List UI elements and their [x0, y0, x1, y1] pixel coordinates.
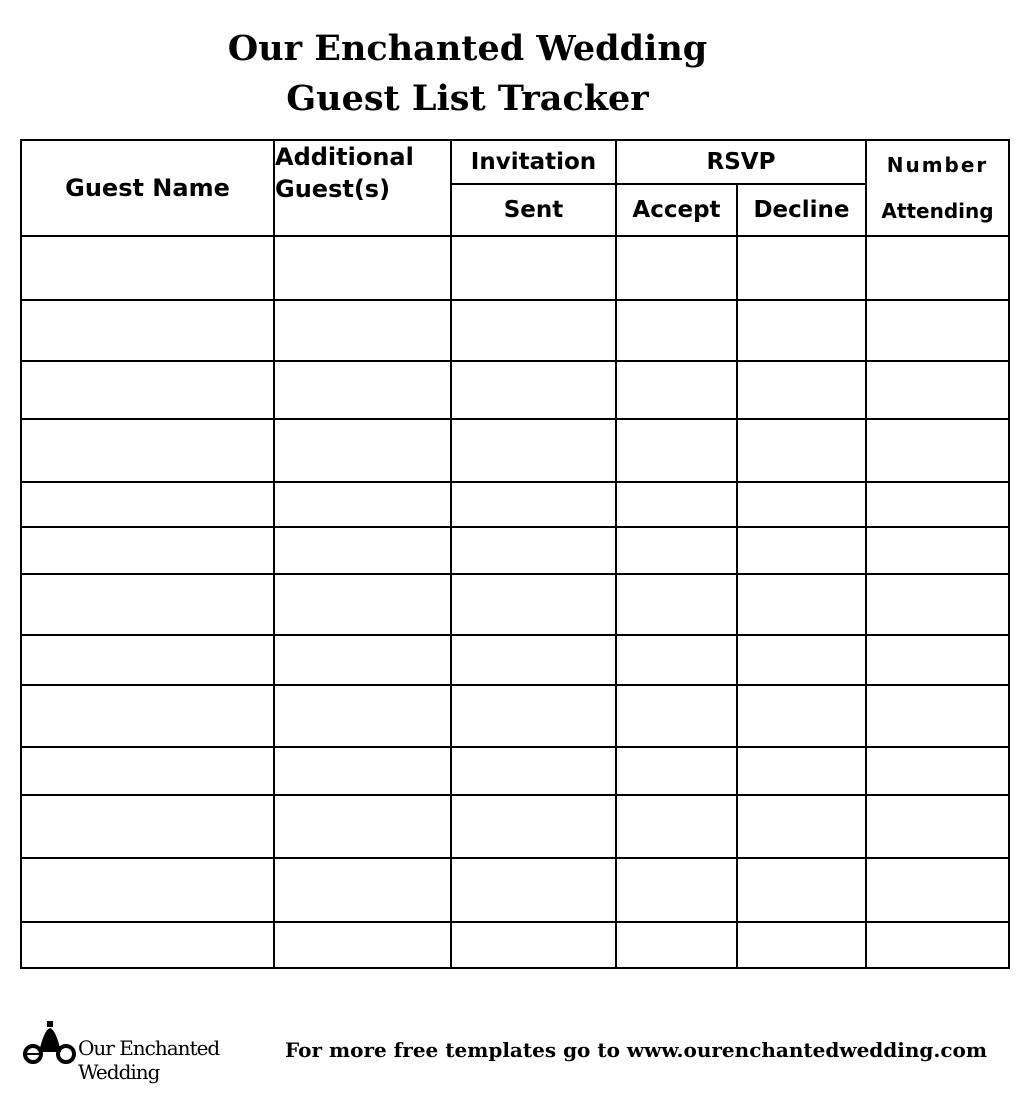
header-additional-guests	[274, 140, 451, 236]
additional-guests-cell[interactable]	[274, 482, 451, 527]
guest-list-table	[20, 139, 1010, 969]
table-row	[21, 574, 1009, 635]
rsvp-decline-cell[interactable]	[737, 236, 866, 300]
guest-name-cell[interactable]	[21, 527, 274, 574]
invitation-sent-cell[interactable]	[451, 922, 616, 968]
rsvp-accept-cell[interactable]	[616, 236, 737, 300]
table-row	[21, 747, 1009, 795]
rsvp-accept-cell[interactable]	[616, 300, 737, 361]
rsvp-decline-cell[interactable]	[737, 922, 866, 968]
rsvp-accept-cell[interactable]	[616, 858, 737, 922]
number-attending-cell[interactable]	[866, 685, 1009, 747]
guest-name-cell[interactable]	[21, 922, 274, 968]
number-attending-cell[interactable]	[866, 419, 1009, 482]
table-row	[21, 922, 1009, 968]
additional-guests-cell[interactable]	[274, 361, 451, 419]
rsvp-decline-cell[interactable]	[737, 361, 866, 419]
number-attending-cell[interactable]	[866, 300, 1009, 361]
table-row	[21, 419, 1009, 482]
rsvp-decline-cell[interactable]	[737, 858, 866, 922]
rsvp-accept-cell[interactable]	[616, 527, 737, 574]
brand-logo	[22, 1018, 262, 1084]
number-attending-cell[interactable]	[866, 795, 1009, 858]
guest-list-body	[21, 236, 1009, 968]
rsvp-accept-cell[interactable]	[616, 685, 737, 747]
invitation-sent-cell[interactable]	[451, 795, 616, 858]
number-attending-cell[interactable]	[866, 574, 1009, 635]
additional-guests-cell[interactable]	[274, 858, 451, 922]
rsvp-decline-cell[interactable]	[737, 300, 866, 361]
rsvp-decline-cell[interactable]	[737, 574, 866, 635]
table-row	[21, 300, 1009, 361]
header-attending: Attending	[881, 199, 994, 223]
rsvp-accept-cell[interactable]	[616, 635, 737, 685]
rsvp-accept-cell[interactable]	[616, 747, 737, 795]
guest-name-cell[interactable]	[21, 361, 274, 419]
invitation-sent-cell[interactable]	[451, 527, 616, 574]
rsvp-decline-cell[interactable]	[737, 685, 866, 747]
table-row	[21, 635, 1009, 685]
guest-name-cell[interactable]	[21, 685, 274, 747]
table-row	[21, 527, 1009, 574]
header-number-attending	[866, 140, 1009, 236]
rsvp-decline-cell[interactable]	[737, 419, 866, 482]
guest-name-cell[interactable]	[21, 858, 274, 922]
number-attending-cell[interactable]	[866, 635, 1009, 685]
additional-guests-cell[interactable]	[274, 236, 451, 300]
rsvp-accept-cell[interactable]	[616, 574, 737, 635]
guest-name-cell[interactable]	[21, 747, 274, 795]
invitation-sent-cell[interactable]	[451, 482, 616, 527]
logo-text: Our Enchanted Wedding	[78, 1036, 220, 1084]
guest-name-cell[interactable]	[21, 236, 274, 300]
rsvp-decline-cell[interactable]	[737, 747, 866, 795]
rsvp-accept-cell[interactable]	[616, 419, 737, 482]
rsvp-decline-cell[interactable]	[737, 527, 866, 574]
additional-guests-cell[interactable]	[274, 922, 451, 968]
rsvp-decline-cell[interactable]	[737, 482, 866, 527]
table-row	[21, 685, 1009, 747]
additional-guests-cell[interactable]	[274, 635, 451, 685]
guest-name-cell[interactable]	[21, 300, 274, 361]
invitation-sent-cell[interactable]	[451, 747, 616, 795]
invitation-sent-cell[interactable]	[451, 685, 616, 747]
invitation-sent-cell[interactable]	[451, 236, 616, 300]
header-guest-name: Guest Name	[21, 140, 274, 236]
table-row	[21, 858, 1009, 922]
header-decline: Decline	[737, 184, 866, 236]
rsvp-accept-cell[interactable]	[616, 482, 737, 527]
header-accept: Accept	[616, 184, 737, 236]
additional-guests-cell[interactable]	[274, 300, 451, 361]
number-attending-cell[interactable]	[866, 858, 1009, 922]
table-row	[21, 361, 1009, 419]
header-invitation: Invitation	[451, 140, 616, 184]
number-attending-cell[interactable]	[866, 527, 1009, 574]
table-row	[21, 482, 1009, 527]
guest-name-cell[interactable]	[21, 635, 274, 685]
invitation-sent-cell[interactable]	[451, 574, 616, 635]
additional-guests-cell[interactable]	[274, 419, 451, 482]
rsvp-decline-cell[interactable]	[737, 635, 866, 685]
guest-name-cell[interactable]	[21, 795, 274, 858]
invitation-sent-cell[interactable]	[451, 300, 616, 361]
number-attending-cell[interactable]	[866, 361, 1009, 419]
header-rsvp: RSVP	[616, 140, 866, 184]
guest-name-cell[interactable]	[21, 574, 274, 635]
number-attending-cell[interactable]	[866, 482, 1009, 527]
additional-guests-cell[interactable]	[274, 527, 451, 574]
footer	[22, 1018, 1022, 1084]
header-sent: Sent	[451, 184, 616, 236]
header-additional-line1: Additional	[275, 143, 414, 171]
additional-guests-cell[interactable]	[274, 795, 451, 858]
header-additional-line2: Guest(s)	[275, 175, 391, 203]
invitation-sent-cell[interactable]	[451, 858, 616, 922]
number-attending-cell[interactable]	[866, 236, 1009, 300]
invitation-sent-cell[interactable]	[451, 361, 616, 419]
footer-text: For more free templates go to www.ourenchantedwedding.com	[285, 1038, 988, 1062]
additional-guests-cell[interactable]	[274, 574, 451, 635]
rsvp-accept-cell[interactable]	[616, 922, 737, 968]
header-number: Number	[886, 153, 989, 177]
table-row	[21, 795, 1009, 858]
additional-guests-cell[interactable]	[274, 747, 451, 795]
additional-guests-cell[interactable]	[274, 685, 451, 747]
guest-name-cell[interactable]	[21, 419, 274, 482]
guest-name-cell[interactable]	[21, 482, 274, 527]
rsvp-accept-cell[interactable]	[616, 361, 737, 419]
rsvp-accept-cell[interactable]	[616, 795, 737, 858]
invitation-sent-cell[interactable]	[451, 635, 616, 685]
invitation-sent-cell[interactable]	[451, 419, 616, 482]
document-title: Our Enchanted Wedding	[227, 28, 708, 69]
table-row	[21, 236, 1009, 300]
rsvp-decline-cell[interactable]	[737, 795, 866, 858]
document-subtitle: Guest List Tracker	[286, 78, 649, 119]
number-attending-cell[interactable]	[866, 747, 1009, 795]
number-attending-cell[interactable]	[866, 922, 1009, 968]
carriage-icon	[22, 1018, 78, 1074]
